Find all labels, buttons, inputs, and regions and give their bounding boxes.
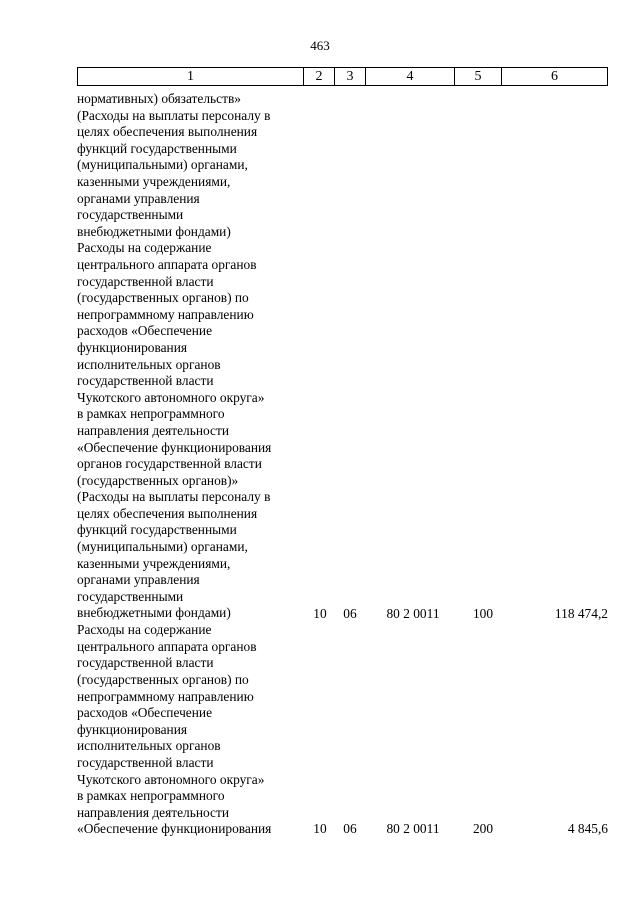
description-line: функций государственными xyxy=(77,140,237,156)
target-article-code: 80 2 0011 xyxy=(386,821,440,837)
description-line: центрального аппарата органов xyxy=(77,256,257,272)
description-line: государственной власти xyxy=(77,655,214,671)
table-row xyxy=(77,240,608,622)
expense-type-code: 100 xyxy=(472,605,494,621)
description-line: функций государственными xyxy=(77,522,237,538)
target-article-code: 80 2 0011 xyxy=(386,605,440,621)
header-col-6: 6 xyxy=(502,68,608,86)
description-line: расходов «Обеспечение xyxy=(77,705,213,721)
description-line: функционирования xyxy=(77,721,188,737)
subsection-code: 06 xyxy=(343,605,357,621)
page-number: 463 xyxy=(310,38,330,53)
description-line: целях обеспечения выполнения xyxy=(77,124,258,140)
header-col-5: 5 xyxy=(455,68,502,86)
description-line: казенными учреждениями, xyxy=(77,173,231,189)
description-line: Расходы на содержание xyxy=(77,622,212,638)
amount: 118 474,2 xyxy=(554,605,608,621)
header-col-3: 3 xyxy=(335,68,366,86)
description-line: Чукотского автономного округа» xyxy=(77,389,265,405)
description-line: (государственных органов) по xyxy=(77,290,249,306)
expense-type-code: 200 xyxy=(472,821,494,837)
description-line: (муниципальными) органами, xyxy=(77,157,248,173)
description-line: органами управления xyxy=(77,572,200,588)
description-line: функционирования xyxy=(77,339,188,355)
header-col-4: 4 xyxy=(366,68,455,86)
description-line: государственными xyxy=(77,588,184,604)
description-line: казенными учреждениями, xyxy=(77,555,231,571)
subsection-code: 06 xyxy=(343,821,357,837)
description-line: (Расходы на выплаты персоналу в xyxy=(77,489,271,505)
description-line: целях обеспечения выполнения xyxy=(77,505,258,521)
table-row xyxy=(77,622,608,838)
description-line: непрограммному направлению xyxy=(77,688,254,704)
description-line: (государственных органов) по xyxy=(77,671,249,687)
description-line: направления деятельности xyxy=(77,422,230,438)
description-line: (Расходы на выплаты персоналу в xyxy=(77,107,271,123)
description-line: исполнительных органов xyxy=(77,356,221,372)
description-line: в рамках непрограммного xyxy=(77,406,225,422)
description-line: внебюджетными фондами) xyxy=(77,605,231,621)
description-line: «Обеспечение функционирования xyxy=(77,821,272,837)
header-col-2: 2 xyxy=(304,68,335,86)
amount: 4 845,6 xyxy=(567,821,608,837)
table-header xyxy=(77,67,608,86)
description-line: органов государственной власти xyxy=(77,456,262,472)
section-code: 10 xyxy=(313,821,327,837)
header-col-1: 1 xyxy=(78,68,304,86)
table-row xyxy=(77,91,608,240)
description-line: Расходы на содержание xyxy=(77,240,212,256)
description-line: государственной власти xyxy=(77,273,214,289)
section-code: 10 xyxy=(313,605,327,621)
description-line: Чукотского автономного округа» xyxy=(77,771,265,787)
description-line: расходов «Обеспечение xyxy=(77,323,213,339)
description-line: (муниципальными) органами, xyxy=(77,539,248,555)
description-line: нормативных) обязательств» xyxy=(77,91,241,106)
description-line: направления деятельности xyxy=(77,804,230,820)
description-line: государственной власти xyxy=(77,754,214,770)
row-description xyxy=(77,622,307,838)
description-line: исполнительных органов xyxy=(77,738,221,754)
description-line: внебюджетными фондами) xyxy=(77,223,231,239)
description-line: центрального аппарата органов xyxy=(77,638,257,654)
description-line: государственными xyxy=(77,207,184,223)
description-line: государственной власти xyxy=(77,373,214,389)
description-line: «Обеспечение функционирования xyxy=(77,439,272,455)
description-line: в рамках непрограммного xyxy=(77,788,225,804)
row-description xyxy=(77,91,307,240)
row-description xyxy=(77,240,307,622)
description-line: непрограммному направлению xyxy=(77,306,254,322)
description-line: органами управления xyxy=(77,190,200,206)
description-line: (государственных органов)» xyxy=(77,472,239,488)
